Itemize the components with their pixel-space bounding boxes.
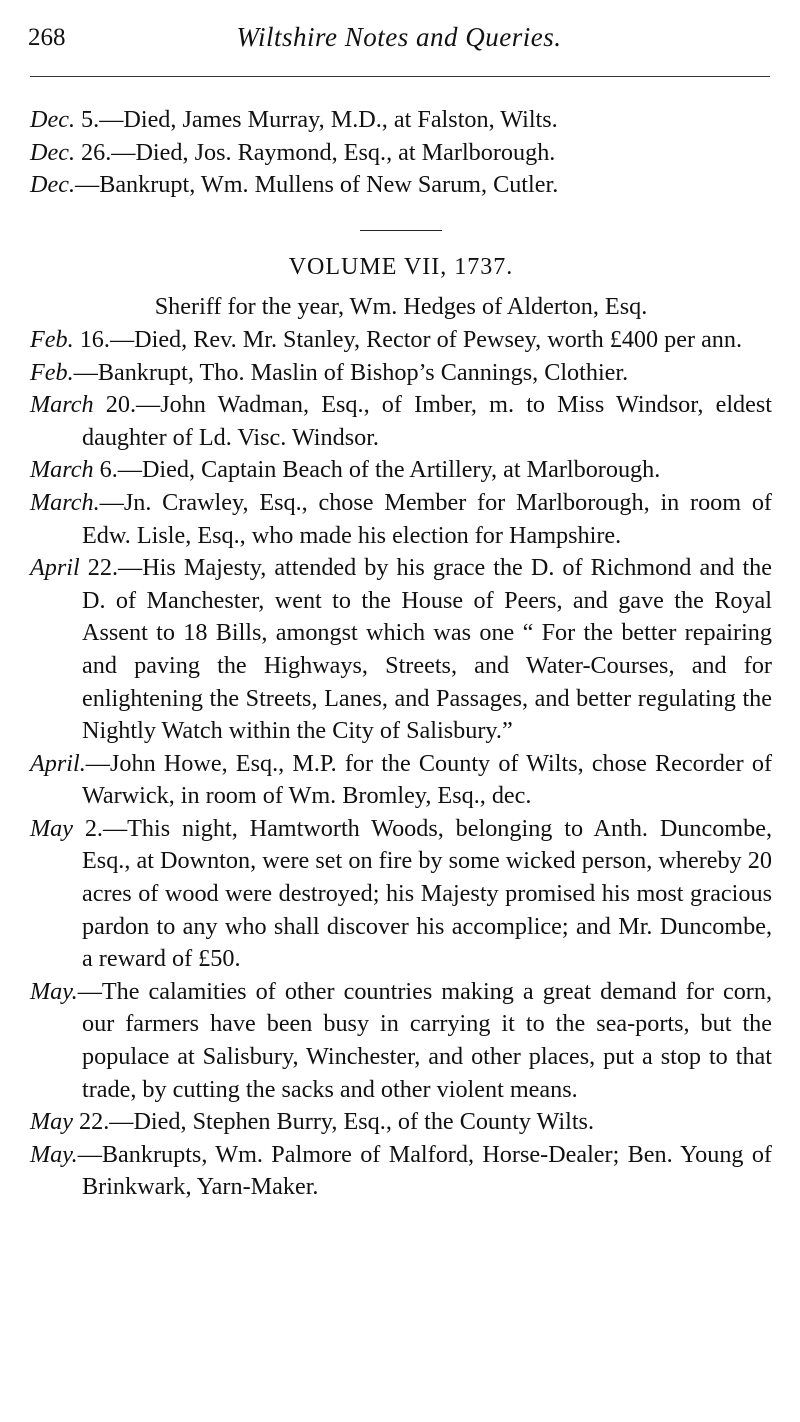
entry-date-label: Feb. xyxy=(30,358,74,386)
entry-text: 2.—This night, Hamtworth Woods, belonging to Anth. Duncombe, Esq., at Downton, were set on fire by some wicked person, whereby 20 acres of wood were destroyed; his Majesty promised his most gracious pardon to any who shall discover his accomplice; and Mr. Duncombe, a reward of £50. xyxy=(72,814,772,973)
entry-date-label: March. xyxy=(30,488,100,516)
chronicle-entry xyxy=(30,487,772,552)
header-rule xyxy=(30,76,770,77)
entry-date-label: April. xyxy=(30,749,86,777)
entry-text: —Jn. Crawley, Esq., chose Member for Marlborough, in room of Edw. Lisle, Esq., who made his election for Hampshire. xyxy=(82,488,772,549)
entry-text: 16.—Died, Rev. Mr. Stanley, Rector of Pewsey, worth £400 per ann. xyxy=(73,325,743,353)
entry-date-label: May. xyxy=(30,1140,78,1168)
entry-date-label: Dec. xyxy=(30,138,75,166)
chronicle-entry xyxy=(30,1106,772,1139)
section-divider xyxy=(360,230,442,231)
chronicle-entry xyxy=(30,976,772,1106)
chronicle-entry xyxy=(30,137,772,170)
chronicle-entry xyxy=(30,324,772,357)
entry-text: —The calamities of other countries making a great demand for corn, our farmers have been busy in carrying it to the sea-ports, but the populace at Salisbury, Winchester, and other places, put a stop to that trade, by cutting the sacks and other violent means. xyxy=(77,977,772,1103)
entry-date-label: May. xyxy=(30,977,78,1005)
entry-text: 6.—Died, Captain Beach of the Artillery, at Marlborough. xyxy=(93,456,661,484)
entry-date-label: Dec. xyxy=(30,106,75,133)
entry-text: —Bankrupts, Wm. Palmore of Malford, Horse-Dealer; Ben. Young of Brinkwark, Yarn-Maker. xyxy=(77,1140,772,1201)
entry-text: —Bankrupt, Tho. Maslin of Bishop’s Cannings, Clothier. xyxy=(73,358,629,386)
entry-text: 20.—John Wadman, Esq., of Imber, m. to Miss Windsor, eldest daughter of Ld. Visc. Windsor. xyxy=(82,391,772,451)
entry-text: —John Howe, Esq., M.P. for the County of Wilts, chose Recorder of Warwick, in room of Wm. Bromley, Esq., dec. xyxy=(82,749,772,810)
chronicle-entry xyxy=(30,169,772,202)
entry-text: 26.—Died, Jos. Raymond, Esq., at Marlborough. xyxy=(75,138,556,166)
running-title: Wiltshire Notes and Queries. xyxy=(236,22,562,52)
entry-date-label: Dec. xyxy=(30,171,75,199)
entry-date-label: Feb. xyxy=(30,325,74,353)
page-body xyxy=(30,104,772,1204)
entry-text: 22.—Died, Stephen Burry, Esq., of the County Wilts. xyxy=(72,1108,595,1136)
chronicle-entry xyxy=(30,552,772,748)
chronicle-entry xyxy=(30,357,772,390)
sheriff-line: Sheriff for the year, Wm. Hedges of Alderton, Esq. xyxy=(154,293,648,321)
chronicle-entry xyxy=(30,1139,772,1204)
entry-date-label: May xyxy=(30,814,73,842)
page-header xyxy=(28,18,770,58)
entry-text: 22.—His Majesty, attended by his grace the D. of Richmond and the D. of Manchester, went to the House of Peers, and gave the Royal Assent to 18 Bills, amongst which was one “ For the better repairing and paving the Highways, Streets, and Water-Courses, and for enlightening the Streets, Lanes, and Passages, and better regulating the Nightly Watch within the City of Salisbury.” xyxy=(79,554,772,745)
chronicle-entry xyxy=(30,454,772,487)
chronicle-entry xyxy=(30,104,772,137)
page-number: 268 xyxy=(28,24,66,51)
entry-date-label: April xyxy=(30,554,80,582)
entry-text: 5.—Died, James Murray, M.D., at Falston, Wilts. xyxy=(75,106,558,133)
entry-text: —Bankrupt, Wm. Mullens of New Sarum, Cutler. xyxy=(75,171,559,199)
entry-date-label: March xyxy=(30,456,94,484)
chronicle-entry xyxy=(30,748,772,813)
entry-date-label: March xyxy=(30,391,94,419)
chronicle-entry xyxy=(30,813,772,976)
chronicle-entry xyxy=(30,389,772,454)
entry-date-label: May xyxy=(30,1108,73,1136)
pre-entries xyxy=(30,104,772,202)
entries xyxy=(30,324,772,1204)
volume-heading: VOLUME VII, 1737. xyxy=(288,253,514,280)
